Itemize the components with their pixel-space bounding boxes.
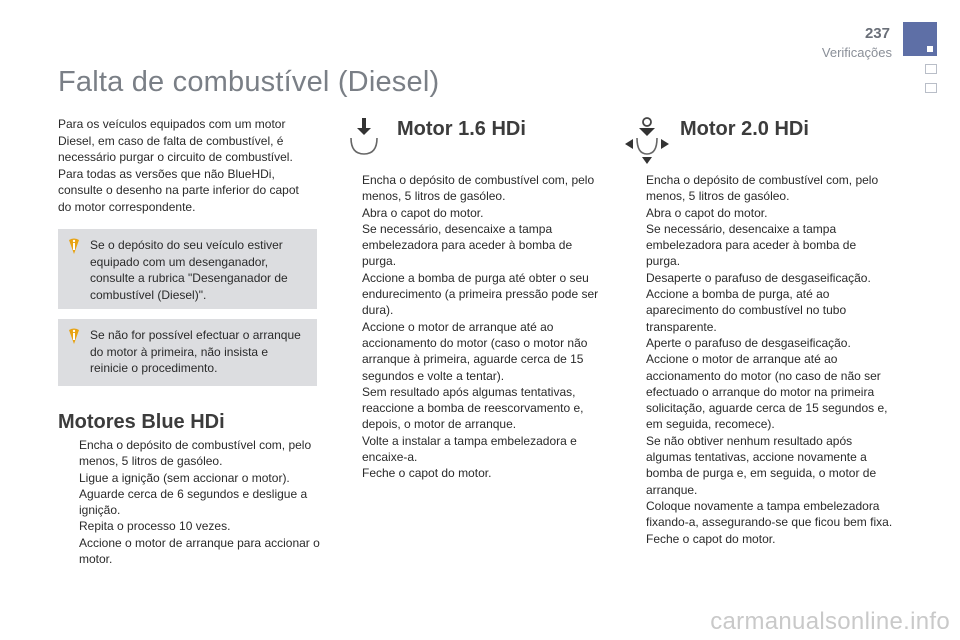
step-text: Accione o motor de arranque até ao accionamento do motor (no caso de não ser efectuado o arranque do motor na primeira solicitação, aguarde cerca de 15 segundos e, em seguida, recomece).: [646, 352, 888, 432]
step-text: Abra o capot do motor.: [646, 205, 768, 220]
step-text: Feche o capot do motor.: [646, 531, 776, 546]
info-icon: [67, 327, 81, 345]
step-item: [625, 205, 893, 221]
section-label: Verificações: [821, 45, 892, 60]
note-text: Se o depósito do seu veículo estiver equipado com um desenganador, consulte a rubrica "Desenganador de combustível (Diesel)".: [90, 238, 288, 302]
step-text: Ligue a ignição (sem accionar o motor).: [79, 470, 290, 485]
step-text: Accione a bomba de purga até obter o seu endurecimento (a primeira pressão pode ser dura).: [362, 270, 599, 318]
step-item: [625, 498, 893, 531]
step-text: Abra o capot do motor.: [362, 205, 484, 220]
info-icon: [67, 237, 81, 255]
step-text: Accione o motor de arranque para accionar o motor.: [79, 535, 320, 567]
step-text: Se necessário, desencaixe a tampa embelezadora para aceder à bomba de purga.: [362, 221, 573, 269]
step-item: [625, 351, 893, 432]
step-item: [341, 270, 606, 319]
step-text: Encha o depósito de combustível com, pelo menos, 5 litros de gasóleo.: [362, 173, 595, 204]
step-item: [625, 531, 893, 547]
step-item: [341, 465, 606, 481]
watermark: carmanualsonline.info: [710, 608, 950, 635]
step-item: [58, 470, 320, 486]
step-item: [341, 384, 606, 433]
note-text: Se não for possível efectuar o arranque do motor à primeira, não insista e reinicie o procedimento.: [90, 328, 301, 375]
page-number: 237: [864, 25, 890, 42]
motor-2-0-engine-icon: [625, 114, 669, 164]
step-text: Encha o depósito de combustível com, pelo menos, 5 litros de gasóleo.: [646, 173, 879, 204]
step-text: Accione o motor de arranque até ao accionamento do motor (caso o motor não arranque à primeira, aguarde cerca de 15 segundos e volte a tentar).: [362, 319, 588, 383]
motor-1-6-engine-icon: [347, 118, 381, 158]
step-text: Volte a instalar a tampa embelezadora e encaixe-a.: [362, 433, 577, 465]
step-item: [625, 270, 893, 286]
step-item: [625, 286, 893, 335]
motor-1-6-heading: Motor 1.6 HDi: [397, 118, 526, 140]
chapter-tab: [925, 64, 937, 74]
bluehdi-steps: [58, 437, 320, 567]
step-text: Encha o depósito de combustível com, pelo menos, 5 litros de gasóleo.: [79, 438, 312, 469]
step-text: Desaperte o parafuso de desgaseificação.: [646, 270, 871, 285]
motor-1-6-steps: [341, 172, 606, 482]
step-text: Se não obtiver nenhum resultado após algumas tentativas, accione novamente a bomba de purga e, em seguida, o motor de arranque.: [646, 433, 877, 497]
step-item: [58, 535, 320, 568]
bluehdi-heading: Motores Blue HDi: [58, 411, 225, 433]
step-item: [58, 486, 320, 519]
page-title: Falta de combustível (Diesel): [58, 66, 440, 98]
step-item: [625, 335, 893, 351]
chapter-tab-active: [903, 22, 937, 56]
step-text: Feche o capot do motor.: [362, 466, 492, 481]
step-text: Aperte o parafuso de desgaseificação.: [646, 335, 851, 350]
note-box: [58, 319, 317, 386]
step-item: [341, 172, 606, 205]
step-item: [625, 433, 893, 498]
step-item: [625, 221, 893, 270]
step-item: [625, 172, 893, 205]
step-item: [341, 433, 606, 466]
motor-2-0-heading: Motor 2.0 HDi: [680, 118, 809, 140]
step-text: Sem resultado após algumas tentativas, reaccione a bomba de reescorvamento e, depois, o motor de arranque.: [362, 384, 584, 432]
motor-2-0-steps: [625, 172, 893, 547]
step-item: [341, 319, 606, 384]
note-box: [58, 229, 317, 309]
step-text: Se necessário, desencaixe a tampa embelezadora para aceder à bomba de purga.: [646, 221, 857, 269]
intro-text: Para os veículos equipados com um motor Diesel, em caso de falta de combustível, é necessário purgar o circuito de combustível. Para todas as versões que não BlueHDi, consulte o desenho na parte inferior do capot do motor correspondente.: [58, 117, 299, 214]
step-text: Accione a bomba de purga, até ao aparecimento do combustível no tubo transparente.: [646, 287, 847, 334]
step-text: Coloque novamente a tampa embelezadora fixando-a, assegurando-se que ficou bem fixa.: [646, 498, 893, 530]
chapter-tab: [925, 83, 937, 93]
step-text: Aguarde cerca de 6 segundos e desligue a ignição.: [79, 486, 308, 518]
step-item: [58, 518, 320, 534]
step-text: Repita o processo 10 vezes.: [79, 519, 231, 534]
step-item: [341, 221, 606, 270]
step-item: [341, 205, 606, 221]
step-item: [58, 437, 320, 470]
